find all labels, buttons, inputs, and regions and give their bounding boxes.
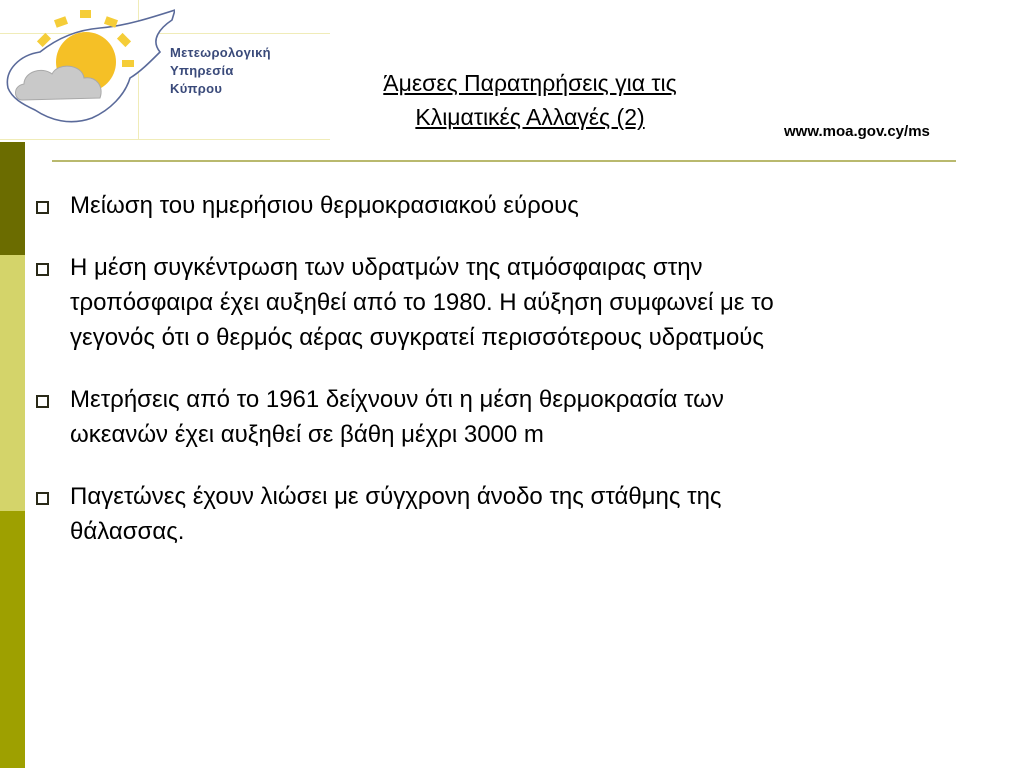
hollow-square-bullet-icon xyxy=(36,395,49,408)
website-url: www.moa.gov.cy/ms xyxy=(784,123,930,140)
bullet-line: θάλασσας. xyxy=(70,518,185,545)
bullet-item xyxy=(30,188,1005,223)
header-divider xyxy=(52,160,956,162)
slide-title-line: Κλιματικές Αλλαγές (2) xyxy=(415,104,645,130)
left-accent-bar xyxy=(0,142,25,768)
bullet-item xyxy=(30,382,1005,452)
bullet-line: Μείωση του ημερήσιου θερμοκρασιακού εύρους xyxy=(70,192,579,219)
slide-title xyxy=(270,66,790,134)
bullet-line: γεγονός ότι ο θερμός αέρας συγκρατεί περισσότερους υδρατμούς xyxy=(70,324,764,351)
accent-bar-segment xyxy=(0,511,25,768)
bullet-line: Παγετώνες έχουν λιώσει με σύγχρονη άνοδο της στάθμης της xyxy=(70,483,722,510)
org-name xyxy=(170,44,271,98)
bullet-line: ωκεανών έχει αυξηθεί σε βάθη μέχρι 3000 m xyxy=(70,421,544,448)
hollow-square-bullet-icon xyxy=(36,263,49,276)
bullet-line: Η μέση συγκέντρωση των υδρατμών της ατμόσφαιρας στην xyxy=(70,254,703,281)
org-name-line: Μετεωρολογική xyxy=(170,45,271,60)
org-name-line: Υπηρεσία xyxy=(170,63,234,78)
bullet-item xyxy=(30,250,1005,355)
accent-bar-segment xyxy=(0,142,25,255)
bullet-line: τροπόσφαιρα έχει αυξηθεί από το 1980. Η αύξηση συμφωνεί με το xyxy=(70,289,774,316)
bullet-list xyxy=(30,188,1005,576)
cyprus-sun-cloud-logo-icon xyxy=(0,0,175,140)
bullet-item xyxy=(30,479,1005,549)
hollow-square-bullet-icon xyxy=(36,492,49,505)
org-name-line: Κύπρου xyxy=(170,81,223,96)
bullet-line: Μετρήσεις από το 1961 δείχνουν ότι η μέση θερμοκρασία των xyxy=(70,386,724,413)
slide-title-line: Άμεσες Παρατηρήσεις για τις xyxy=(383,70,677,96)
hollow-square-bullet-icon xyxy=(36,201,49,214)
accent-bar-segment xyxy=(0,255,25,511)
